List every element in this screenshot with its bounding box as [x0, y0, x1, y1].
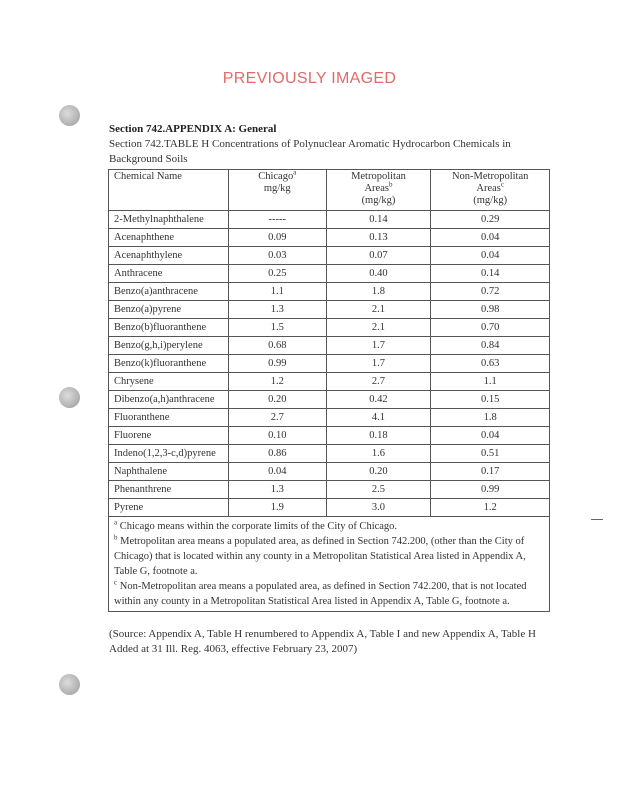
- table-row: [109, 229, 550, 247]
- chicago-value-cell: 0.09: [228, 229, 326, 247]
- footnote-mark: b: [114, 533, 118, 542]
- non-metropolitan-value-cell: 0.14: [431, 265, 550, 283]
- table-row: [109, 247, 550, 265]
- chicago-value-cell: 1.3: [228, 301, 326, 319]
- metropolitan-value-cell: 4.1: [326, 409, 431, 427]
- chemical-name-cell: Phenanthrene: [109, 481, 229, 499]
- chemical-name-cell: Chrysene: [109, 373, 229, 391]
- metropolitan-value-cell: 2.1: [326, 319, 431, 337]
- table-row: [109, 301, 550, 319]
- table-row: [109, 373, 550, 391]
- chicago-value-cell: 0.86: [228, 445, 326, 463]
- margin-mark: [591, 519, 603, 520]
- non-metropolitan-value-cell: 0.04: [431, 427, 550, 445]
- table-row: [109, 337, 550, 355]
- metropolitan-value-cell: 2.5: [326, 481, 431, 499]
- table-row: [109, 481, 550, 499]
- chemical-name-cell: Naphthalene: [109, 463, 229, 481]
- chemical-name-cell: Benzo(a)pyrene: [109, 301, 229, 319]
- table-row: [109, 445, 550, 463]
- chicago-value-cell: -----: [228, 211, 326, 229]
- footnote-text: Chicago means within the corporate limits of the City of Chicago.: [119, 521, 398, 532]
- chicago-value-cell: 1.9: [228, 499, 326, 517]
- metropolitan-value-cell: 0.07: [326, 247, 431, 265]
- section-subheading: Section 742.TABLE H Concentrations of Polynuclear Aromatic Hydrocarbon Chemicals in Background Soils: [109, 138, 511, 165]
- header-chemical-name: Chemical Name: [109, 170, 229, 211]
- non-metropolitan-value-cell: 1.8: [431, 409, 550, 427]
- chemical-name-cell: Dibenzo(a,h)anthracene: [109, 391, 229, 409]
- footnote-mark: a: [114, 518, 118, 527]
- table-row: [109, 283, 550, 301]
- chemical-name-cell: Fluoranthene: [109, 409, 229, 427]
- non-metropolitan-value-cell: 0.17: [431, 463, 550, 481]
- chemical-name-cell: Benzo(g,h,i)perylene: [109, 337, 229, 355]
- footnotes-row: [109, 517, 550, 612]
- punch-hole-bottom: [59, 674, 80, 695]
- metropolitan-value-cell: 0.18: [326, 427, 431, 445]
- chicago-value-cell: 1.5: [228, 319, 326, 337]
- table-row: [109, 355, 550, 373]
- footnote-mark: c: [114, 578, 118, 587]
- metropolitan-value-cell: 0.14: [326, 211, 431, 229]
- chicago-value-cell: 0.10: [228, 427, 326, 445]
- chicago-value-cell: 1.2: [228, 373, 326, 391]
- chicago-value-cell: 2.7: [228, 409, 326, 427]
- footnote: [114, 579, 544, 609]
- metropolitan-value-cell: 0.20: [326, 463, 431, 481]
- previously-imaged-stamp: PREVIOUSLY IMAGED: [222, 70, 397, 87]
- header-chicago: Chicago$^a$ mg/kg: [228, 170, 326, 211]
- chicago-value-cell: 0.04: [228, 463, 326, 481]
- punch-hole-top: [59, 105, 80, 126]
- non-metropolitan-value-cell: 0.04: [431, 247, 550, 265]
- chicago-value-cell: 0.68: [228, 337, 326, 355]
- chemical-name-cell: Anthracene: [109, 265, 229, 283]
- chicago-value-cell: 1.3: [228, 481, 326, 499]
- metropolitan-value-cell: 1.7: [326, 337, 431, 355]
- chicago-value-cell: 0.99: [228, 355, 326, 373]
- source-note: (Source: Appendix A, Table H renumbered to Appendix A, Table I and new Appendix A, Table H Added at 31 Ill. Reg. 4063, effective February 23, 2007): [109, 628, 536, 655]
- chemical-name-cell: Pyrene: [109, 499, 229, 517]
- table-row: [109, 319, 550, 337]
- non-metropolitan-value-cell: 1.2: [431, 499, 550, 517]
- chicago-value-cell: 0.20: [228, 391, 326, 409]
- metropolitan-value-cell: 2.1: [326, 301, 431, 319]
- non-metropolitan-value-cell: 0.70: [431, 319, 550, 337]
- metropolitan-value-cell: 0.13: [326, 229, 431, 247]
- metropolitan-value-cell: 1.8: [326, 283, 431, 301]
- chemical-name-cell: Acenaphthene: [109, 229, 229, 247]
- chemical-name-cell: 2-Methylnaphthalene: [109, 211, 229, 229]
- non-metropolitan-value-cell: 0.99: [431, 481, 550, 499]
- table-row: [109, 409, 550, 427]
- footnote-text: Non-Metropolitan area means a populated area, as defined in Section 742.200, that is not located within any county in a Metropolitan Statistical Area listed in Appendix A, Table G, footnote a.: [114, 581, 527, 607]
- table-row: [109, 499, 550, 517]
- metropolitan-value-cell: 1.6: [326, 445, 431, 463]
- chemical-name-cell: Fluorene: [109, 427, 229, 445]
- table-row: [109, 427, 550, 445]
- table-row: [109, 265, 550, 283]
- pah-concentration-table: [108, 169, 550, 612]
- section-heading: Section 742.APPENDIX A: General: [109, 123, 277, 135]
- header-non-metropolitan: Non-Metropolitan Areas$^c$ (mg/kg): [431, 170, 550, 211]
- chemical-name-cell: Benzo(b)fluoranthene: [109, 319, 229, 337]
- footnotes-cell: [109, 517, 550, 612]
- chicago-value-cell: 0.25: [228, 265, 326, 283]
- punch-hole-middle: [59, 387, 80, 408]
- footnote-text: Metropolitan area means a populated area, as defined in Section 742.200, (other than the City of Chicago) that is located within any county in a Metropolitan Statistical Area listed in Appendix A, Table G, footnote a.: [114, 536, 526, 577]
- chemical-name-cell: Indeno(1,2,3-c,d)pyrene: [109, 445, 229, 463]
- footnote: [114, 534, 544, 579]
- chicago-value-cell: 0.03: [228, 247, 326, 265]
- table-row: [109, 211, 550, 229]
- non-metropolitan-value-cell: 0.15: [431, 391, 550, 409]
- metropolitan-value-cell: 3.0: [326, 499, 431, 517]
- chicago-value-cell: 1.1: [228, 283, 326, 301]
- non-metropolitan-value-cell: 0.51: [431, 445, 550, 463]
- table-row: [109, 463, 550, 481]
- metropolitan-value-cell: 0.42: [326, 391, 431, 409]
- chemical-name-cell: Acenaphthylene: [109, 247, 229, 265]
- table-row: [109, 391, 550, 409]
- header-metropolitan: Metropolitan Areas$^b$ (mg/kg): [326, 170, 431, 211]
- non-metropolitan-value-cell: 0.63: [431, 355, 550, 373]
- chemical-name-cell: Benzo(a)anthracene: [109, 283, 229, 301]
- non-metropolitan-value-cell: 0.84: [431, 337, 550, 355]
- footnote: [114, 519, 544, 534]
- non-metropolitan-value-cell: 0.72: [431, 283, 550, 301]
- chemical-name-cell: Benzo(k)fluoranthene: [109, 355, 229, 373]
- metropolitan-value-cell: 1.7: [326, 355, 431, 373]
- non-metropolitan-value-cell: 0.04: [431, 229, 550, 247]
- metropolitan-value-cell: 2.7: [326, 373, 431, 391]
- non-metropolitan-value-cell: 0.29: [431, 211, 550, 229]
- non-metropolitan-value-cell: 0.98: [431, 301, 550, 319]
- table-header-row: [109, 170, 550, 211]
- metropolitan-value-cell: 0.40: [326, 265, 431, 283]
- non-metropolitan-value-cell: 1.1: [431, 373, 550, 391]
